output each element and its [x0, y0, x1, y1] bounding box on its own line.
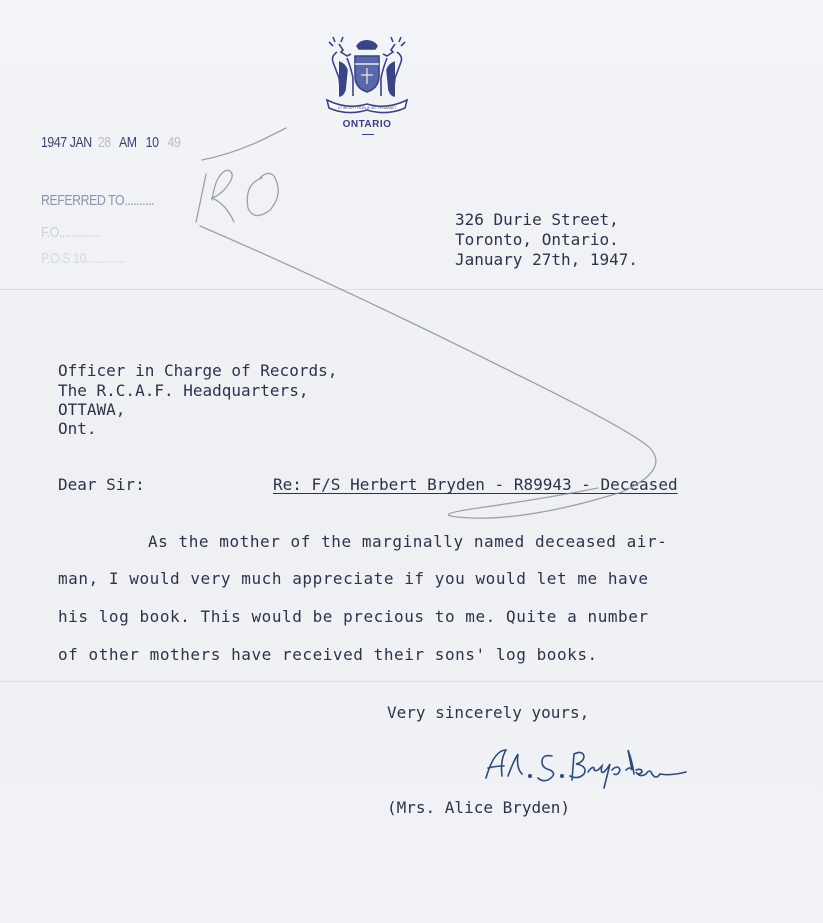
subject-line: Re: F/S Herbert Bryden - R89943 - Deceased [273, 475, 678, 494]
body-line: man, I would very much appreciate if you would let me have [58, 569, 649, 588]
stamp-day: 28 [97, 134, 111, 151]
recipient-line: The R.C.A.F. Headquarters, [58, 381, 309, 400]
stamp-minute: 49 [167, 134, 181, 151]
stamp-faint-line: F.O.............. [41, 224, 102, 241]
paper-fold-line [0, 681, 823, 682]
stamp-referred-to: REFERRED TO.......... [41, 192, 155, 209]
paper-fold-line [0, 289, 823, 290]
pencil-initials: RO [219, 196, 221, 197]
handwritten-signature [478, 742, 708, 794]
sender-street: 326 Durie Street, [455, 210, 619, 229]
salutation: Dear Sir: [58, 475, 145, 494]
recipient-line: Officer in Charge of Records, [58, 361, 338, 380]
recipient-line: OTTAWA, [58, 400, 126, 419]
svg-text:UT INCEPIT FIDELIS SIC PERMANE [338, 106, 397, 110]
sender-city: Toronto, Ontario. [455, 230, 619, 249]
ontario-coat-of-arms-icon [321, 34, 413, 118]
stamp-faint-line: P.O.S 10............. [41, 250, 126, 267]
letterhead-rule [362, 134, 374, 135]
stamp-year: 1947 [41, 134, 67, 151]
letter-date: January 27th, 1947. [455, 250, 639, 269]
signer-name: (Mrs. Alice Bryden) [387, 798, 571, 817]
body-line: As the mother of the marginally named deceased air- [148, 532, 668, 551]
closing: Very sincerely yours, [387, 703, 590, 722]
recipient-line: Ont. [58, 419, 97, 438]
received-stamp-date [41, 134, 180, 151]
stamp-meridiem: AM [118, 134, 137, 151]
letterhead-label: ONTARIO [342, 119, 392, 130]
body-line: his log book. This would be precious to me. Quite a number [58, 607, 649, 626]
stamp-hour: 10 [145, 134, 159, 151]
stamp-month: JAN [69, 134, 92, 151]
body-line: of other mothers have received their sons' log books. [58, 645, 598, 664]
crest-motto: UT INCEPIT FIDELIS SIC PERMANET [337, 106, 397, 110]
